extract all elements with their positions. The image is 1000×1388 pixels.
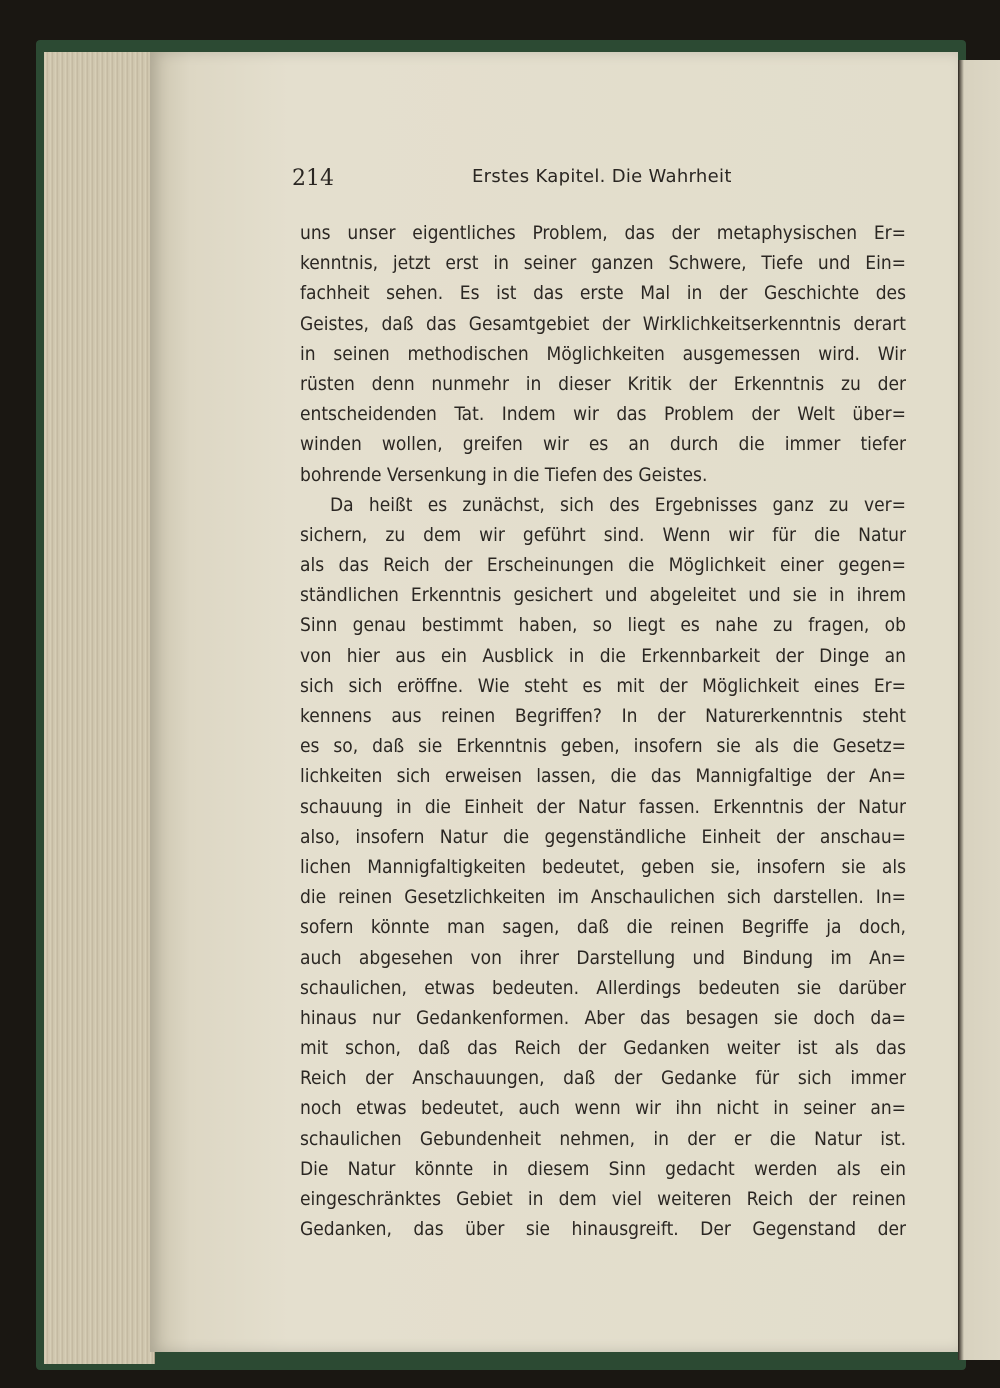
text-line: schaulichen, etwas bedeuten. Allerdings bedeuten sie darüber: [300, 976, 906, 999]
text-line: auch abgesehen von ihrer Darstellung und Bindung im An=: [300, 946, 906, 969]
text-line: mit schon, daß das Reich der Gedanken weiter ist als das: [300, 1037, 906, 1060]
text-line: noch etwas bedeutet, auch wenn wir ihn nicht in seiner an=: [300, 1097, 906, 1120]
text-line: lichen Mannigfaltigkeiten bedeutet, geben sie, insofern sie als: [300, 855, 906, 878]
page-edges: [44, 52, 155, 1364]
facing-page-edge: [958, 60, 1000, 1360]
body-text: [300, 218, 906, 1244]
text-line: rüsten denn nunmehr in dieser Kritik der Erkenntnis zu der: [300, 372, 906, 395]
text-line: Reich der Anschauungen, daß der Gedanke für sich immer: [300, 1067, 906, 1090]
page-number: 214: [292, 166, 334, 191]
text-line: bohrende Versenkung in die Tiefen des Geistes.: [300, 463, 708, 486]
text-line: ständlichen Erkenntnis gesichert und abgeleitet und sie in ihrem: [300, 584, 906, 607]
text-line: die reinen Gesetzlichkeiten im Anschaulichen sich darstellen. In=: [300, 886, 906, 909]
text-line: kennens aus reinen Begriffen? In der Naturerkenntnis steht: [300, 705, 906, 727]
text-line: sofern könnte man sagen, daß die reinen Begriffe ja doch,: [300, 916, 906, 939]
text-line: sich sich eröffne. Wie steht es mit der Möglichkeit eines Er=: [300, 674, 906, 697]
text-line: Gedanken, das über sie hinausgreift. Der Gegenstand der: [300, 1218, 906, 1241]
text-line: schaulichen Gebundenheit nehmen, in der er die Natur ist.: [300, 1127, 906, 1150]
text-line: Geistes, daß das Gesamtgebiet der Wirklichkeitserkenntnis derart: [300, 312, 906, 335]
text-line: eingeschränktes Gebiet in dem viel weiteren Reich der reinen: [300, 1188, 906, 1210]
text-line: uns unser eigentliches Problem, das der metaphysischen Er=: [300, 222, 906, 244]
text-line: in seinen methodischen Möglichkeiten ausgemessen wird. Wir: [300, 342, 906, 365]
text-line: es so, daß sie Erkenntnis geben, insofern sie als die Gesetz=: [300, 735, 906, 758]
text-line: fachheit sehen. Es ist das erste Mal in der Geschichte des: [300, 282, 906, 305]
text-line: als das Reich der Erscheinungen die Möglichkeit einer gegen=: [300, 554, 906, 577]
text-line: Die Natur könnte in diesem Sinn gedacht werden als ein: [300, 1157, 906, 1180]
text-line: kenntnis, jetzt erst in seiner ganzen Schwere, Tiefe und Ein=: [300, 252, 906, 275]
text-line: hinaus nur Gedankenformen. Aber das besagen sie doch da=: [300, 1006, 906, 1029]
text-line: Da heißt es zunächst, sich des Ergebnisses ganz zu ver=: [330, 493, 906, 516]
text-line: schauung in die Einheit der Natur fassen. Erkenntnis der Natur: [300, 795, 906, 818]
text-line: sichern, zu dem wir geführt sind. Wenn wir für die Natur: [300, 523, 906, 546]
text-line: lichkeiten sich erweisen lassen, die das Mannigfaltige der An=: [300, 765, 906, 788]
page-header: [292, 164, 904, 196]
text-line: von hier aus ein Ausblick in die Erkennbarkeit der Dinge an: [300, 644, 906, 667]
text-line: winden wollen, greifen wir es an durch die immer tiefer: [300, 433, 906, 456]
text-line: Sinn genau bestimmt haben, so liegt es nahe zu fragen, ob: [300, 614, 906, 637]
text-line: also, insofern Natur die gegenständliche Einheit der anschau=: [300, 825, 906, 848]
running-head: Erstes Kapitel. Die Wahrheit: [472, 166, 732, 187]
text-line: entscheidenden Tat. Indem wir das Problem der Welt über=: [300, 403, 906, 426]
